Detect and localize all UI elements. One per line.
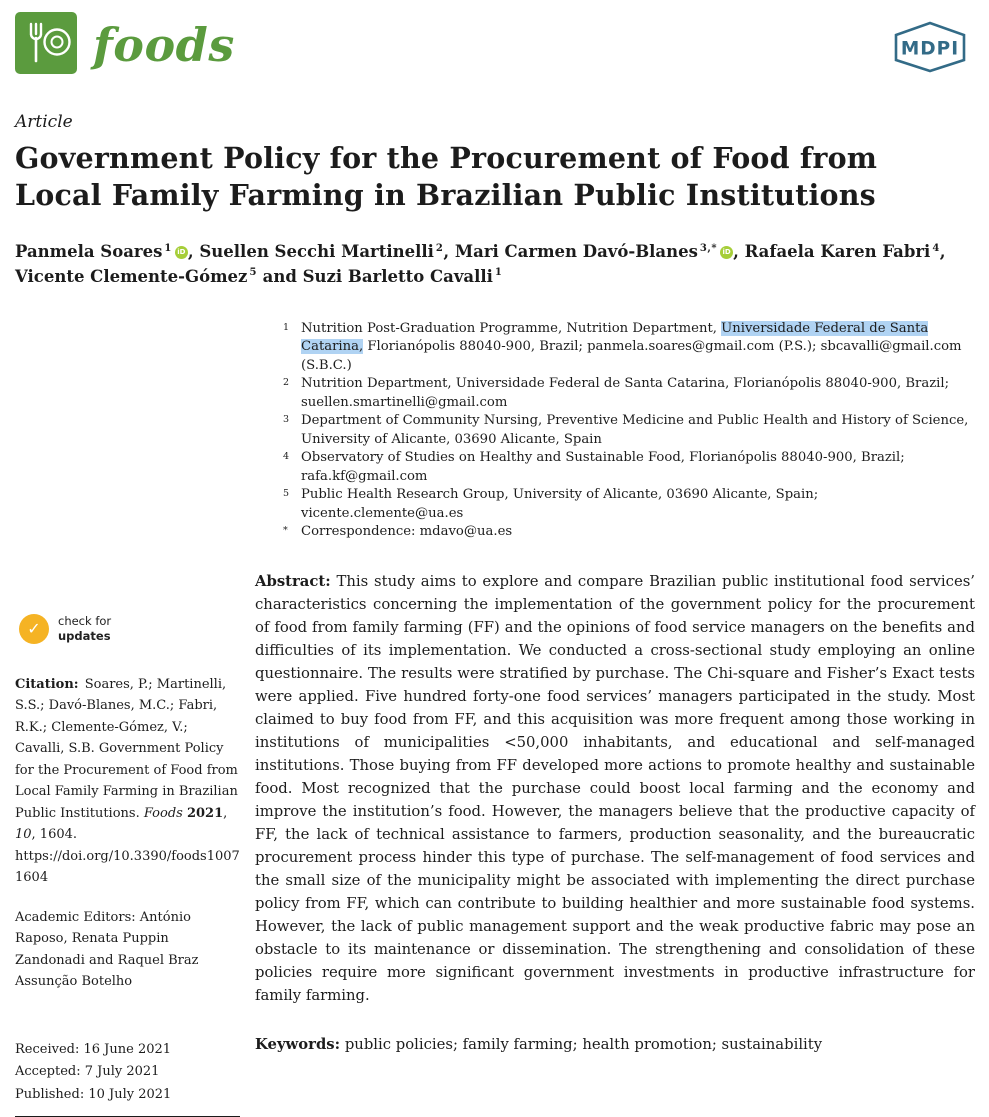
affiliation-number: 5 xyxy=(283,488,290,500)
author-separator: , xyxy=(733,242,745,262)
orcid-icon[interactable]: iD xyxy=(175,246,188,259)
citation-year: 2021 xyxy=(186,805,224,821)
article-type-label: Article xyxy=(15,112,73,132)
author: Suzi Barletto Cavalli $^1$ xyxy=(302,266,503,286)
received-date: Received: 16 June 2021 xyxy=(15,1041,172,1057)
affiliation-number: 2 xyxy=(283,377,290,389)
abstract-column xyxy=(255,570,975,1117)
affiliation-marker: 1 xyxy=(164,242,172,254)
citation-journal: Foods xyxy=(143,805,187,821)
affiliation-list xyxy=(283,320,975,542)
affiliation-row xyxy=(283,449,975,486)
affiliation-row xyxy=(283,375,975,412)
check-for-updates-label: check for updates xyxy=(58,613,112,643)
affiliation-marker: 4 xyxy=(932,242,940,254)
published-date: Published: 10 July 2021 xyxy=(15,1086,172,1102)
page-header xyxy=(15,12,975,80)
keywords xyxy=(255,1033,975,1056)
abstract-text: This study aims to explore and compare Brazilian public institutional food services’ characteristics concerning the implementation of the government policy for the procurement of food from family farming (FF) and the opinions of food service managers on the benefits and difficulties of its implementation. We conducted a cross-sectional study employing an online questionnaire. The results were stratified by purchase. The Chi-square and Fisher’s Exact tests were applied. Five hundred forty-one food services’ managers participated in the study. Most claimed to buy food from FF, and this acquisition was more frequent among those working in institutions of municipalities <50,000 inhabitants, and educational and self-managed institutions. Those buying from FF developed more actions to promote healthy and sustainable food. Most recognized that the purchase could boost local farming and the economy and improve the institution’s food. However, the managers believe that the productive capacity of FF, the lack of technical assistance to farmers, production seasonality, and the bureaucratic procurement process hinder this type of purchase. The self-management of food services and the small size of the municipality might be associated with implementing the direct purchase policy from FF, which can contribute to building healthier and more sustainable food systems. However, the lack of public management support and the weak productive fabric may pose an obstacle to its maintenance or dissemination. The strengthening and consolidation of these policies require more significant government investments in productive infrastructure for family farming. xyxy=(255,572,975,1004)
affiliation-row xyxy=(283,523,975,542)
citation-text: Soares, P.; Martinelli, S.S.; Davó-Blanes, M.C.; Fabri, R.K.; Clemente-Gómez, V.; Cavalli, S.B. Government Policy for the Procurement of Food from Local Family Farming in Brazilian Public Institutions. xyxy=(15,676,238,821)
author-separator: , xyxy=(187,242,200,262)
accepted-date: Accepted: 7 July 2021 xyxy=(15,1064,160,1080)
abstract xyxy=(255,570,975,1007)
author-separator: , xyxy=(443,242,455,262)
affiliation-number: 1 xyxy=(283,321,290,333)
citation-block: Citation: Soares, P.; Martinelli, S.S.; Davó-Blanes, M.C.; Fabri, R.K.; Clemente-Gómez, V.; Cavalli, S.B. Government Policy for the Procurement of Food from Local Family Farming in Brazilian Public Institutions. Foods 2021, 10, 1604. https://doi.org/10.3390/foods10071604 xyxy=(15,676,240,886)
author: Panmela Soares $^1$ iD , xyxy=(15,242,200,262)
author-separator: and xyxy=(256,266,303,286)
affiliation-number: 3 xyxy=(283,414,290,426)
author: Suellen Secchi Martinelli $^2$, xyxy=(199,242,455,262)
left-sidebar xyxy=(15,570,255,1117)
academic-editors xyxy=(15,907,241,993)
author: Rafaela Karen Fabri $^4$, xyxy=(744,242,946,262)
correspondence-text: Correspondence: mdavo@ua.es xyxy=(301,524,513,540)
affiliation-marker: 3,* xyxy=(699,242,718,254)
abstract-label: Abstract: xyxy=(255,572,331,590)
affiliation-marker: 1 xyxy=(494,267,503,279)
author: Mari Carmen Davó-Blanes $^{3,*}$ iD , xyxy=(454,242,745,262)
affiliation-row xyxy=(283,486,975,523)
affiliation-marker: 2 xyxy=(435,242,444,254)
keywords-label: Keywords: xyxy=(255,1035,341,1053)
citation-label: Citation: xyxy=(15,676,79,692)
citation-volume: 10 xyxy=(15,827,32,843)
academic-editors-names: António Raposo, Renata Puppin Zandonadi and Raquel Braz Assunção Botelho xyxy=(15,909,199,990)
affiliation-row xyxy=(283,320,975,376)
selected-text-highlight: Universidade Federal de Santa Catarina, xyxy=(301,320,929,355)
affiliation-text: Department of Community Nursing, Preventive Medicine and Public Health and History of Science, University of Alicante, 03690 Alicante, Spain xyxy=(301,413,969,447)
content-columns xyxy=(15,570,975,1117)
author: Vicente Clemente-Gómez $^5$ and xyxy=(15,266,303,286)
journal-name: foods xyxy=(93,18,235,72)
journal-brand xyxy=(15,12,235,78)
affiliation-text: Nutrition Department, Universidade Federal de Santa Catarina, Florianópolis 88040-900, Brazil; suellen.smartinelli@gmail.com xyxy=(301,376,950,410)
check-icon: ✓ xyxy=(19,614,49,644)
author-list xyxy=(15,240,965,290)
affiliation-text: Public Health Research Group, University of Alicante, 03690 Alicante, Spain; vicente.clemente@ua.es xyxy=(301,487,819,521)
paper-title: Government Policy for the Procurement of Food from Local Family Farming in Brazilian Public Institutions xyxy=(15,141,878,213)
article-dates xyxy=(15,1039,255,1107)
doi-link[interactable]: https://doi.org/10.3390/foods10071604 xyxy=(15,848,240,886)
author-separator: , xyxy=(939,242,946,262)
mdpi-wordmark: MDPI xyxy=(900,38,960,60)
keywords-text: public policies; family farming; health promotion; sustainability xyxy=(344,1035,823,1053)
mdpi-logo[interactable] xyxy=(889,18,971,80)
correspondence-marker: * xyxy=(283,525,288,537)
affiliation-text: Observatory of Studies on Healthy and Sustainable Food, Florianópolis 88040-900, Brazil; rafa.kf@gmail.com xyxy=(301,450,905,484)
journal-logo-fork-plate-icon xyxy=(15,12,77,78)
orcid-icon[interactable]: iD xyxy=(720,246,733,259)
affiliation-row xyxy=(283,412,975,449)
affiliation-number: 4 xyxy=(283,451,290,463)
academic-editors-label: Academic Editors: xyxy=(15,909,136,925)
affiliation-marker: 5 xyxy=(249,267,257,279)
check-for-updates-badge[interactable] xyxy=(19,614,139,644)
affiliation-text: Nutrition Post-Graduation Programme, Nutrition Department, Universidade Federal de Santa Catarina, Florianópolis 88040-900, Brazil; panmela.soares@gmail.com (P.S.); sbcavalli@gmail.com (S.B.C.) xyxy=(301,320,962,373)
